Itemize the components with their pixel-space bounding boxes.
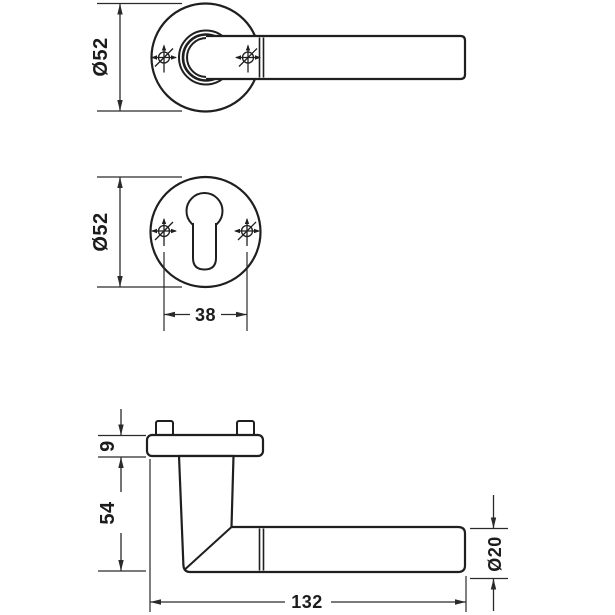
dim-label-screw-spacing: 38	[194, 304, 217, 325]
dim-label-escutcheon-diameter: Ø52	[90, 212, 112, 252]
dim-label-handle-length: 132	[291, 591, 323, 612]
lever-body-outline	[179, 456, 465, 572]
top-view-rose-with-lever	[97, 4, 465, 112]
dim-rosette-thickness-and-height	[98, 409, 146, 571]
euro-profile-stem-fill	[193, 223, 216, 270]
rosette-side-plate	[147, 435, 263, 456]
side-view-handle	[98, 409, 508, 612]
dim-label-rosette-diameter: Ø52	[90, 37, 112, 77]
dim-label-handle-height: 54	[97, 501, 119, 525]
dim-label-lever-bar-diameter: Ø20	[485, 535, 505, 572]
dim-label-rosette-thickness: 9	[97, 440, 119, 452]
front-view-escutcheon	[97, 177, 261, 331]
